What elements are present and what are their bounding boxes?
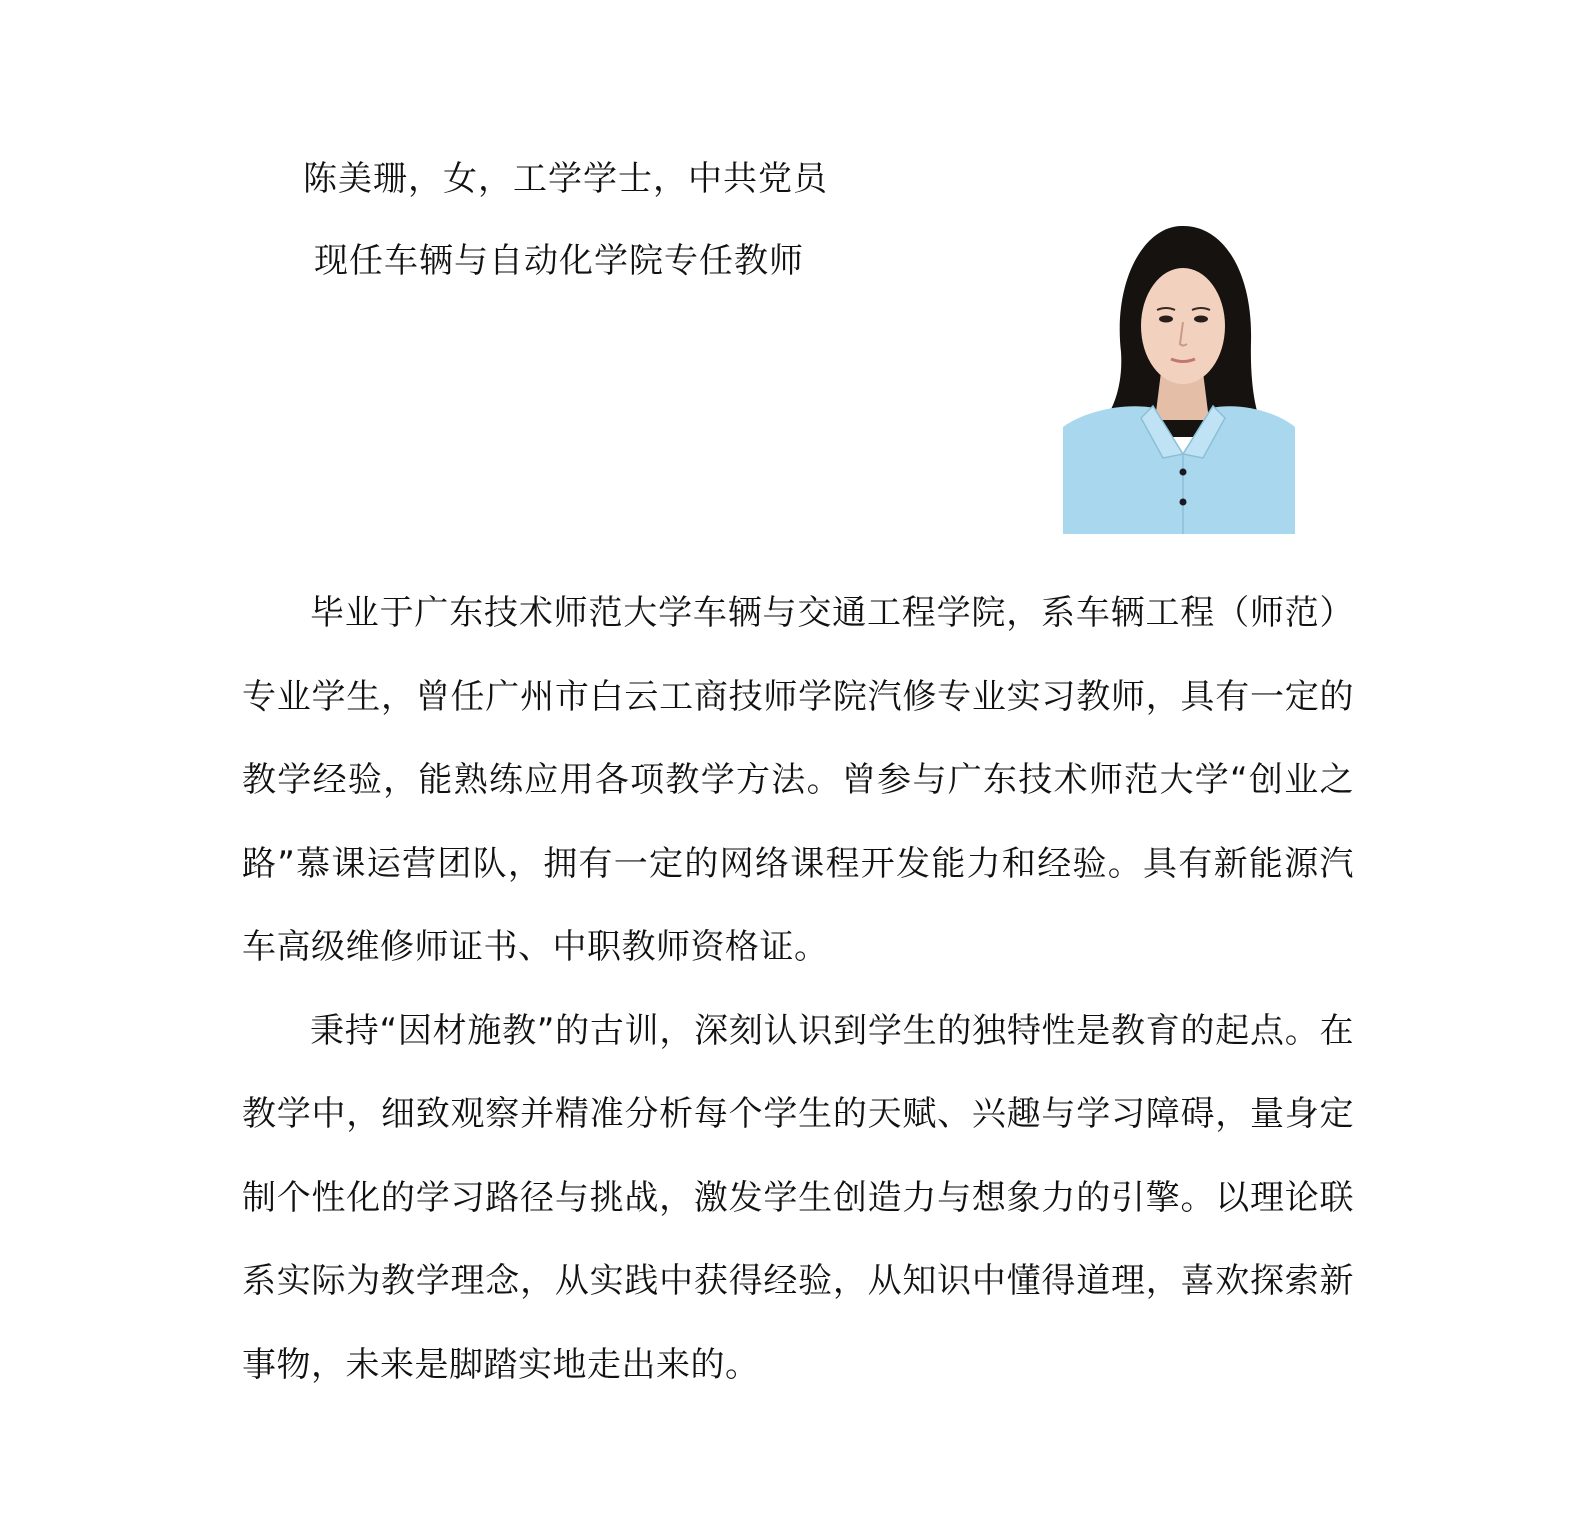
paragraph-philosophy: 秉持“因材施教”的古训，深刻认识到学生的独特性是教育的起点。在教学中，细致观察并精准分析每个学生的天赋、兴趣与学习障碍，量身定制个性化的学习路径与挑战，激发学生创造力与想象力的引擎。以理论联系实际为教学理念，从实践中获得经验，从知识中懂得道理，喜欢探索新事物，未来是脚踏实地走出来的。 bbox=[242, 1010, 1354, 1385]
position-line: 现任车辆与自动化学院专任教师 bbox=[314, 241, 804, 281]
name-line: 陈美珊，女，工学学士，中共党员 bbox=[303, 159, 828, 199]
paragraph-education: 毕业于广东技术师范大学车辆与交通工程学院，系车辆工程（师范）专业学生，曾任广州市白云工商技师学院汽修专业实习教师，具有一定的教学经验，能熟练应用各项教学方法。曾参与广东技术师范大学“创业之路”慕课运营团队，拥有一定的网络课程开发能力和经验。具有新能源汽车高级维修师证书、中职教师资格证。 bbox=[242, 593, 1354, 967]
biography-text bbox=[242, 572, 1354, 1407]
portrait-photo-icon bbox=[1063, 222, 1295, 534]
portrait-photo bbox=[1063, 222, 1295, 534]
